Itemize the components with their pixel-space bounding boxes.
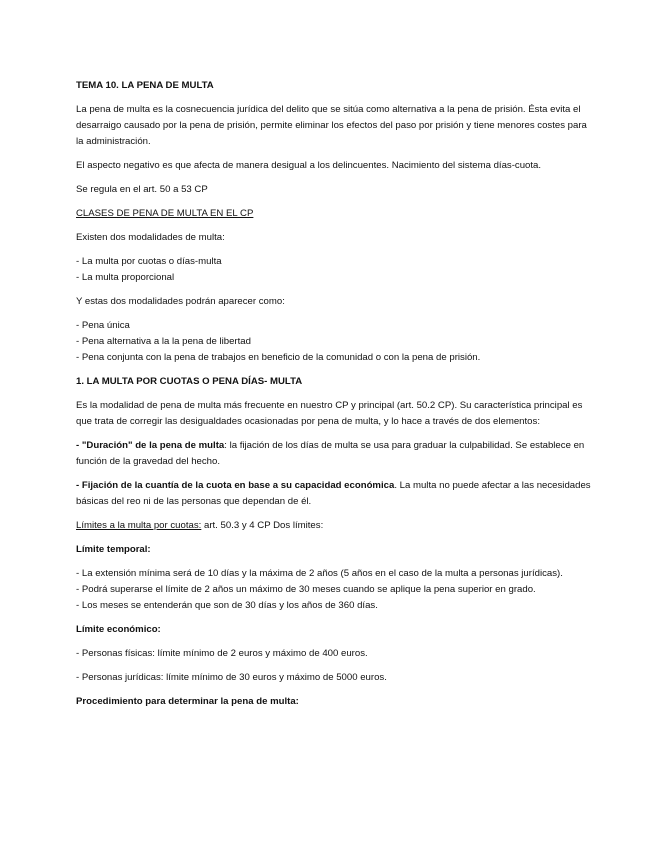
list-item: - Personas físicas: límite mínimo de 2 euros y máximo de 400 euros. xyxy=(76,648,368,659)
section-1-heading: 1. LA MULTA POR CUOTAS O PENA DÍAS- MULTA xyxy=(76,376,303,387)
list-item: - Pena conjunta con la pena de trabajos en beneficio de la comunidad o con la pena de prisión. xyxy=(76,352,481,363)
procedimiento-heading: Procedimiento para determinar la pena de multa: xyxy=(76,696,299,707)
duracion-paragraph xyxy=(76,438,596,470)
clases-intro: Existen dos modalidades de multa: xyxy=(76,232,225,243)
duracion-label: - "Duración" de la pena de multa xyxy=(76,440,225,451)
fijacion-label: - Fijación de la cuantía de la cuota en base a su capacidad económica xyxy=(76,480,395,491)
list-item: - La multa por cuotas o días-multa xyxy=(76,256,222,267)
page-title: TEMA 10. LA PENA DE MULTA xyxy=(76,80,214,91)
fijacion-paragraph xyxy=(76,478,596,510)
list-item: - Personas jurídicas: límite mínimo de 30 euros y máximo de 5000 euros. xyxy=(76,672,387,683)
document-page xyxy=(76,78,596,710)
limite-temporal-heading: Límite temporal: xyxy=(76,544,151,555)
list-item: - Los meses se entenderán que son de 30 días y los años de 360 días. xyxy=(76,600,378,611)
section-1-paragraph: Es la modalidad de pena de multa más frecuente en nuestro CP y principal (art. 50.2 CP). Su característica principal es que trata de corregir las desigualdades ocasionadas por pena de multa, y lo hace a través de dos elementos: xyxy=(76,400,583,427)
limite-economico-heading: Límite económico: xyxy=(76,624,161,635)
intro-paragraph-3: Se regula en el art. 50 a 53 CP xyxy=(76,184,208,195)
list-item: - Podrá superarse el límite de 2 años un máximo de 30 meses cuando se aplique la pena superior en grado. xyxy=(76,584,536,595)
list-item: - La extensión mínima será de 10 días y la máxima de 2 años (5 años en el caso de la multa a personas jurídicas). xyxy=(76,568,563,579)
duracion-text: : la fijación de los días de multa se usa para graduar la culpabilidad. Se establece en función de la gravedad del hecho. xyxy=(76,440,585,467)
clases-heading: CLASES DE PENA DE MULTA EN EL CP xyxy=(76,208,254,219)
limites-label: Límites a la multa por cuotas: xyxy=(76,520,202,531)
list-item: - Pena alternativa a la la pena de libertad xyxy=(76,336,251,347)
fijacion-text: . La multa no puede afectar a las necesidades básicas del reo ni de las personas que dependan de él. xyxy=(76,480,591,507)
aparecer-intro: Y estas dos modalidades podrán aparecer como: xyxy=(76,296,285,307)
intro-paragraph-1: La pena de multa es la cosnecuencia jurídica del delito que se sitúa como alternativa a la pena de prisión. Ésta evita el desarraigo causado por la pena de prisión, permite eliminar los efectos del paso por prisión y tiene menores costes para la administración. xyxy=(76,104,587,147)
intro-paragraph-2: El aspecto negativo es que afecta de manera desigual a los delincuentes. Nacimiento del sistema días-cuota. xyxy=(76,160,542,171)
limites-paragraph xyxy=(76,518,596,534)
list-item: - Pena única xyxy=(76,320,130,331)
limites-text: art. 50.3 y 4 CP Dos límites: xyxy=(201,520,324,531)
list-item: - La multa proporcional xyxy=(76,272,175,283)
